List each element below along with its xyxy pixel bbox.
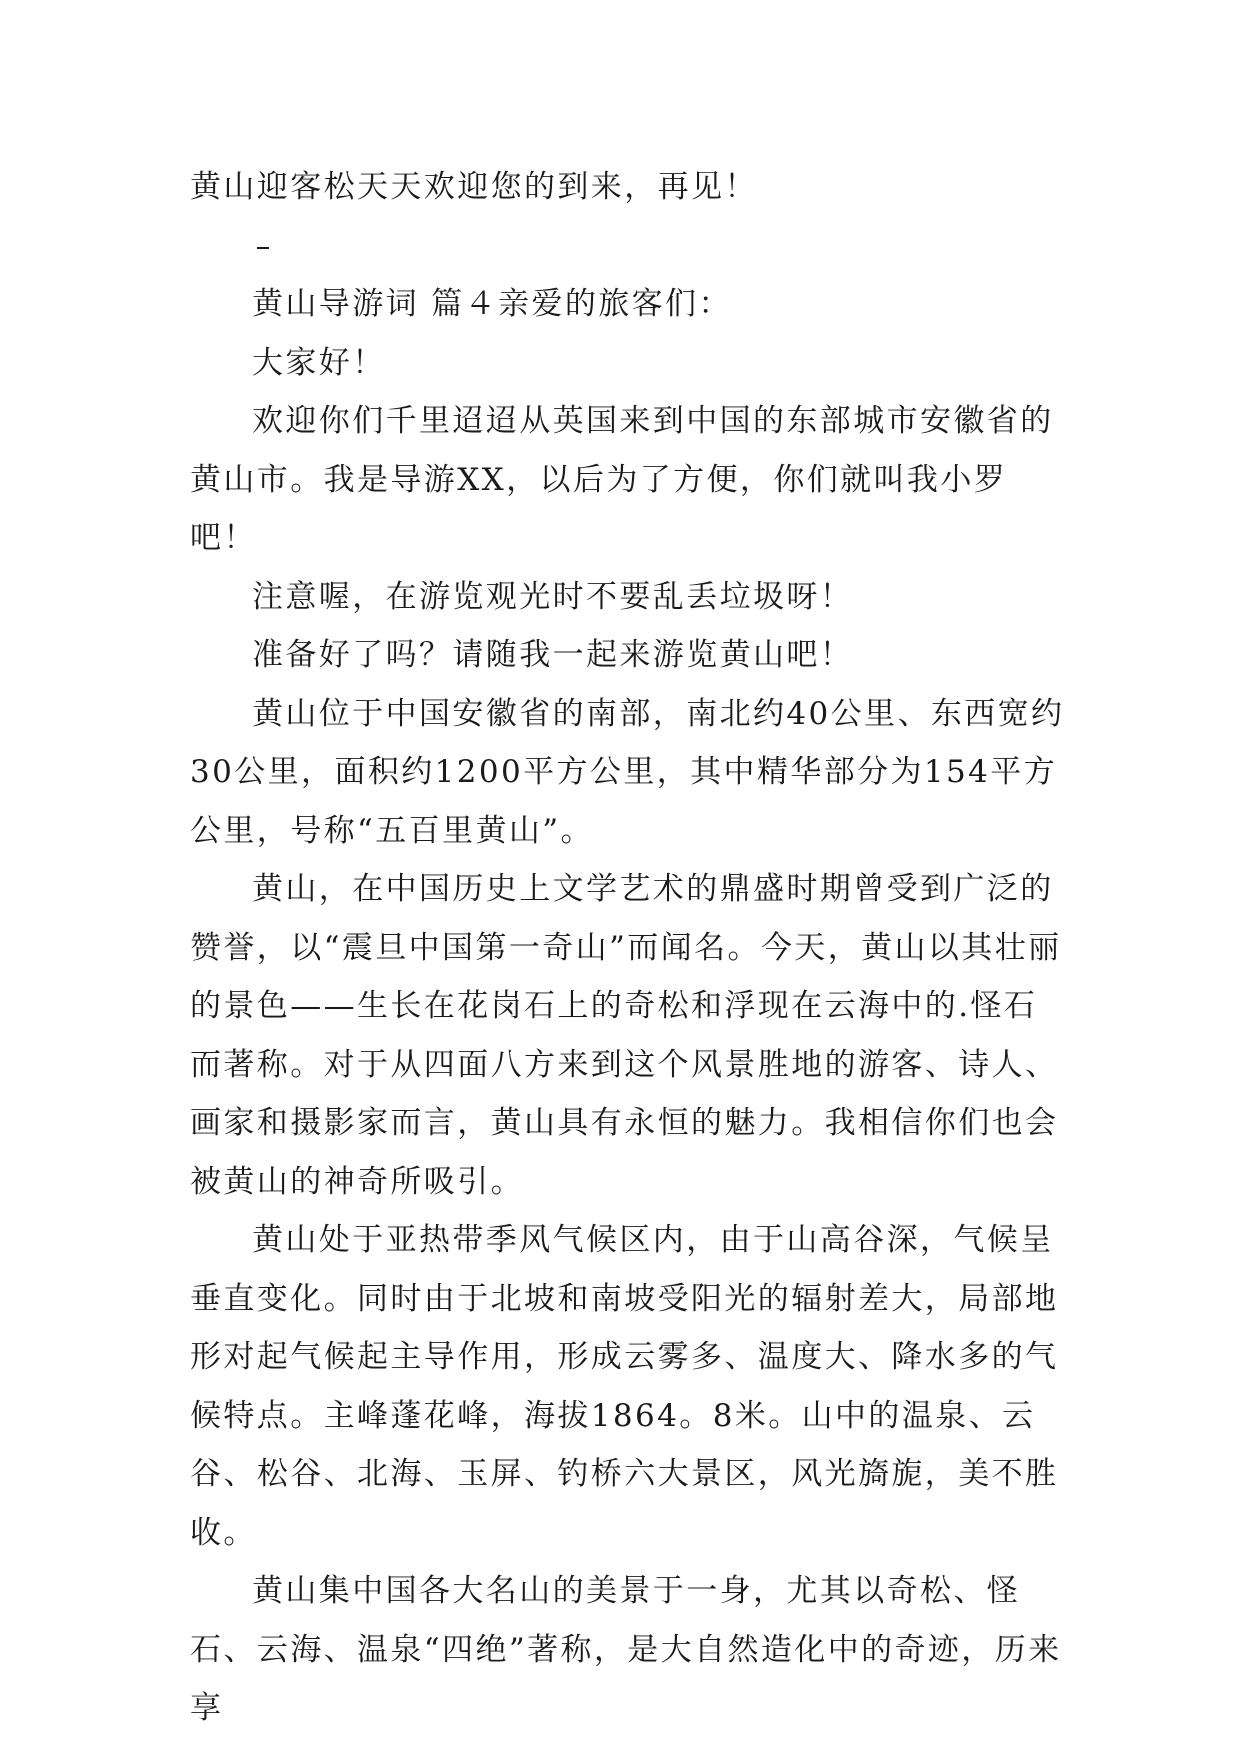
paragraph-location: 黄山位于中国安徽省的南部，南北约40公里、东西宽约30公里，面积约1200平方公里，其中精华部分为154平方公里，号称“五百里黄山”。 bbox=[190, 695, 1065, 849]
paragraph-ready: 准备好了吗？请随我一起来游览黄山吧！ bbox=[252, 637, 854, 673]
separator-line bbox=[190, 217, 1070, 276]
document-body bbox=[190, 158, 1070, 1738]
paragraph-history: 黄山，在中国历史上文学艺术的鼎盛时期曾受到广泛的赞誉，以“震旦中国第一奇山”而闻名。今天，黄山以其壮丽的景色——生长在花岗石上的奇松和浮现在云海中的.怪石而著称。对于从四面八方来到这个风景胜地的游客、诗人、画家和摄影家而言，黄山具有永恒的魅力。我相信你们也会被黄山的神奇所吸引。 bbox=[190, 871, 1062, 1200]
dash-mark bbox=[257, 247, 269, 249]
paragraph-welcome: 欢迎你们千里迢迢从英国来到中国的东部城市安徽省的黄山市。我是导游XX，以后为了方便，你们就叫我小罗吧！ bbox=[190, 403, 1054, 556]
paragraph-farewell: 黄山迎客松天天欢迎您的到来，再见！ bbox=[190, 169, 758, 205]
paragraph-scenery: 黄山集中国各大名山的美景于一身，尤其以奇松、怪石、云海、温泉“四绝”著称，是大自然造化中的奇迹，历来享 bbox=[190, 1573, 1062, 1726]
paragraph-greeting: 大家好！ bbox=[252, 344, 386, 381]
paragraph-climate: 黄山处于亚热带季风气候区内，由于山高谷深，气候呈垂直变化。同时由于北坡和南坡受阳光的辐射差大，局部地形对起气候起主导作用，形成云雾多、温度大、降水多的气候特点。主峰蓬花峰，海拔1864。8米。山中的温泉、云谷、松谷、北海、玉屏、钓桥六大景区，风光旖旎，美不胜收。 bbox=[190, 1222, 1059, 1551]
paragraph-heading: 黄山导游词 篇４亲爱的旅客们： bbox=[252, 286, 732, 322]
paragraph-notice: 注意喔，在游览观光时不要乱丢垃圾呀！ bbox=[252, 578, 854, 615]
